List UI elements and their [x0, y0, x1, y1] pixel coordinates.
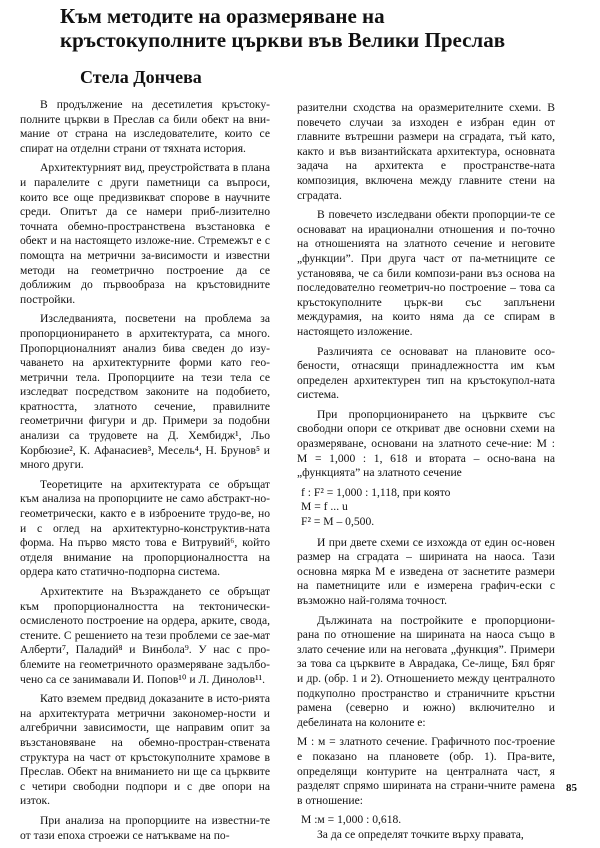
paragraph: За да се определят точките върху правата,: [317, 827, 524, 841]
paragraph: М : м = златното сечение. Графичното пос-троение е показано на плановете (обр. 1). Пра-вите, определящи контурите на централната част, я разделят спрямо ширината на страни-чните рамена в отношение:: [297, 735, 555, 807]
paragraph: разителни сходства на оразмерителните схеми. В повечето случаи за изходен е избран един от главните вътрешни размери на сградата, тъй като, както и във византийската архитектура, основната задача на архитекта е пространстве-ната композиция, включена между главните стени на сградата.: [297, 101, 555, 202]
paragraph: При анализа на пропорциите на известни-те от тази епоха строежи се натъкваме на по-: [20, 813, 270, 842]
paragraph: Архитектурният вид, преустройствата в плана и паралелите с други паметници са въпроси, които все още предизвикват спорове в научните среди. Опитът да се намери приб-лизително точната обемно-пространствена възстановка е обект и на настоящето изложе-ние. Стремежът е с помощта на метрични за-висимости и известни методи на геометрично построение да се доближим до първообраза на кръстовидните постройки.: [20, 161, 270, 306]
paragraph: В повечето изследвани обекти пропорции-те се основават на ирационални отношения и по-точно на отношенията на златното сечение и неговите „функции”. При друга част от па-метниците се установява, че са били компози-рани въз основа на последователно геометрич-но построение – това са кръстокуполните църк-ви със заплънени междурамия, на които няма да се спирам в настоящето изложение.: [297, 208, 555, 338]
left-column: [20, 98, 270, 848]
paragraph: Архитектите на Възраждането се обръщат към пропорционалността на тектонически-осмисленото построение на ордера, арките, свода, стените. С решението на тези проблеми се зае-мат Алберти⁷, Паладий⁸ и Винбола⁹. У нас с про-блемите на геометричното оразмеряване задълбо-чено са се занимавали И. Попов¹⁰ и Л. Динолов¹¹.: [20, 585, 270, 686]
article-title-line-2: кръстокуполните църкви във Велики Преслав: [60, 28, 506, 52]
paragraph: Като вземем предвид доказаните в исто-рията на архитектурата метрични закономер-ности и алгебрични зависимости, ще направим опит за възстановяване на обемно-простран-ствената структура на част от кръстокуполните храмове в Преслав. Обект на вниманието ни ще са църквите с четири свободни подпори и с две опори на изток.: [20, 692, 270, 808]
paragraph: И при двете схеми се изхожда от един ос-новен размер на сградата – ширината на наоса. Тази основна мярка М е изведена от заснетите размери на паметниците или е измерена графич-ески с възможно най-голяма точност.: [297, 535, 555, 607]
formula: F² = M – 0,500.: [301, 515, 375, 529]
paragraph: Дължината на постройките е пропорциони-рана по отношение на ширината на наоса също в злато сечение или на неговата „функция”. Примери за това са църквите в Аврадака, Се-лище, Бял бряг и др. (обр. 1 и 2). Отношението между централното подкуполно пространство и страничните кръстни рамена (северно и южно) включително и дебелината на колоните е:: [297, 613, 555, 729]
paragraph: При пропорционирането на църквите със свободни опори се откриват две основни схеми на оразмеряване, основани на златното сече-ние: М : М = 1,000 : 1, 618 и втората – осно-вана на „функцията” на златното сечение: [297, 407, 555, 480]
right-column: [297, 101, 555, 848]
formula: М :м = 1,000 : 0,618.: [301, 813, 402, 827]
article-title-line-1: Към методите на оразмеряване на: [60, 4, 385, 28]
paragraph: Различията се основават на плановите осо-бености, отнасящи принадлежността им към определен архитектурен тип на кръстокупол-ната система.: [297, 344, 555, 402]
formula: f : F² = 1,000 : 1,118, при която: [301, 485, 451, 499]
paragraph: В продължение на десетилетия кръстоку-полните църкви в Преслав са били обект на вни-мание от страна на изследователите, които се спират на отделни страни от тяхната история.: [20, 98, 270, 155]
paragraph: Теоретиците на архитектурата се обръщат към анализа на пропорциите не само абстракт-но-геометрически, както е в изброените трудо-ве, но и с оглед на архитектурно-конструктив-ната форма. На първо място това е Витрувий⁶, който отделя внимание на пропорционалността на ордера като статично-подпорна система.: [20, 477, 270, 579]
author-name: Стела Дончева: [80, 67, 202, 87]
page-number: 85: [566, 782, 577, 794]
formula: M = f ... u: [301, 500, 348, 514]
paragraph: Изследванията, посветени на проблема за пропорционирането в архитектурата, са много. Пропорционалният анализ бива сведен до изу-чаването на архитектурните форми като гео-метрични тела. Пропорциите на тези тела се изследват посредством законите на подобието, кратността, златното сечение, правилните геометрични фигури и др. Примери за подобни анализи са трудовете на Д. Хембидж¹, Льо Корбюзие², К. Афанасиев³, Месель⁴, Н. Брунов⁵ и много други.: [20, 312, 270, 472]
article-title: [60, 4, 580, 52]
